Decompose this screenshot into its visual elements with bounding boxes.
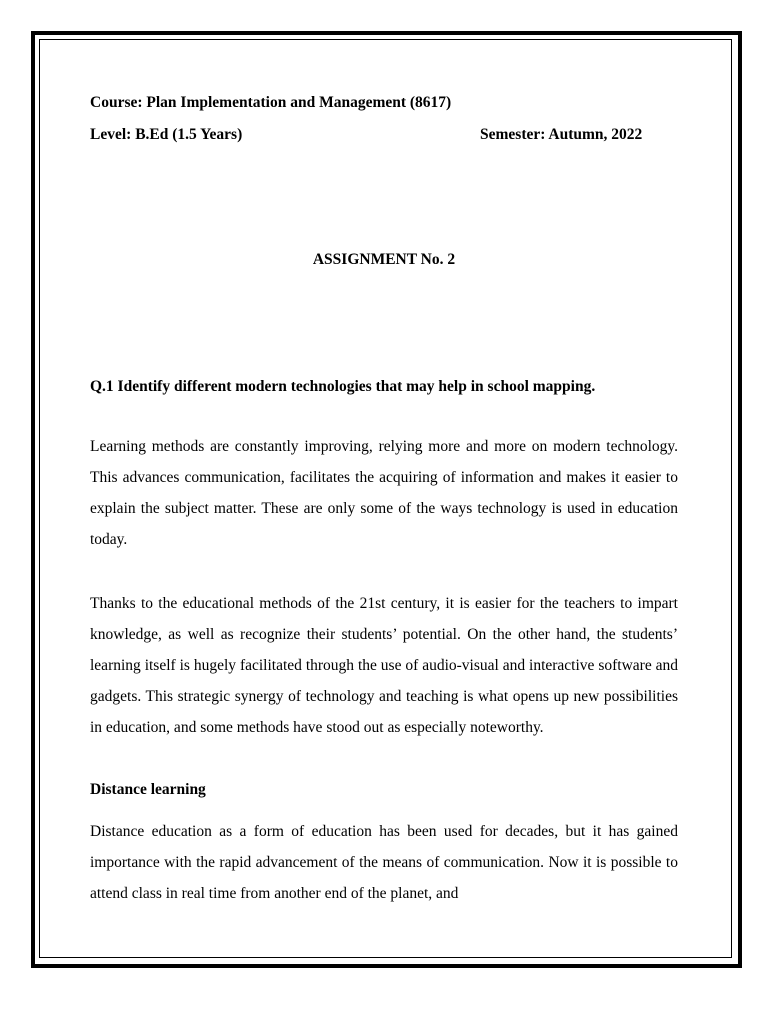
section-heading: Distance learning [90,781,206,798]
course-line: Course: Plan Implementation and Management (8617) [90,94,452,111]
paragraph-2: Thanks to the educational methods of the 21st century, it is easier for the teachers to impart knowledge, as well as recognize their students’ potential. On the other hand, the students’ learning itself is hugely facilitated through the use of audio-visual and interactive software and gadgets. This strategic synergy of technology and teaching is what opens up new possibilities in education, and some methods have stood out as especially noteworthy. [90,595,678,736]
paragraph-1: Learning methods are constantly improving, relying more and more on modern technology. This advances communication, facilitates the acquiring of information and makes it easier to explain the subject matter. These are only some of the ways technology is used in education today. [90,438,678,548]
assignment-title: ASSIGNMENT No. 2 [312,251,456,268]
question-heading: Q.1 Identify different modern technologies that may help in school mapping. [90,378,596,395]
section-paragraph: Distance education as a form of education has been used for decades, but it has gained importance with the rapid advancement of the means of communication. Now it is possible to attend class in real time from another end of the planet, and [90,823,678,902]
semester-line: Semester: Autumn, 2022 [480,126,643,143]
level-line: Level: B.Ed (1.5 Years) [90,126,243,143]
